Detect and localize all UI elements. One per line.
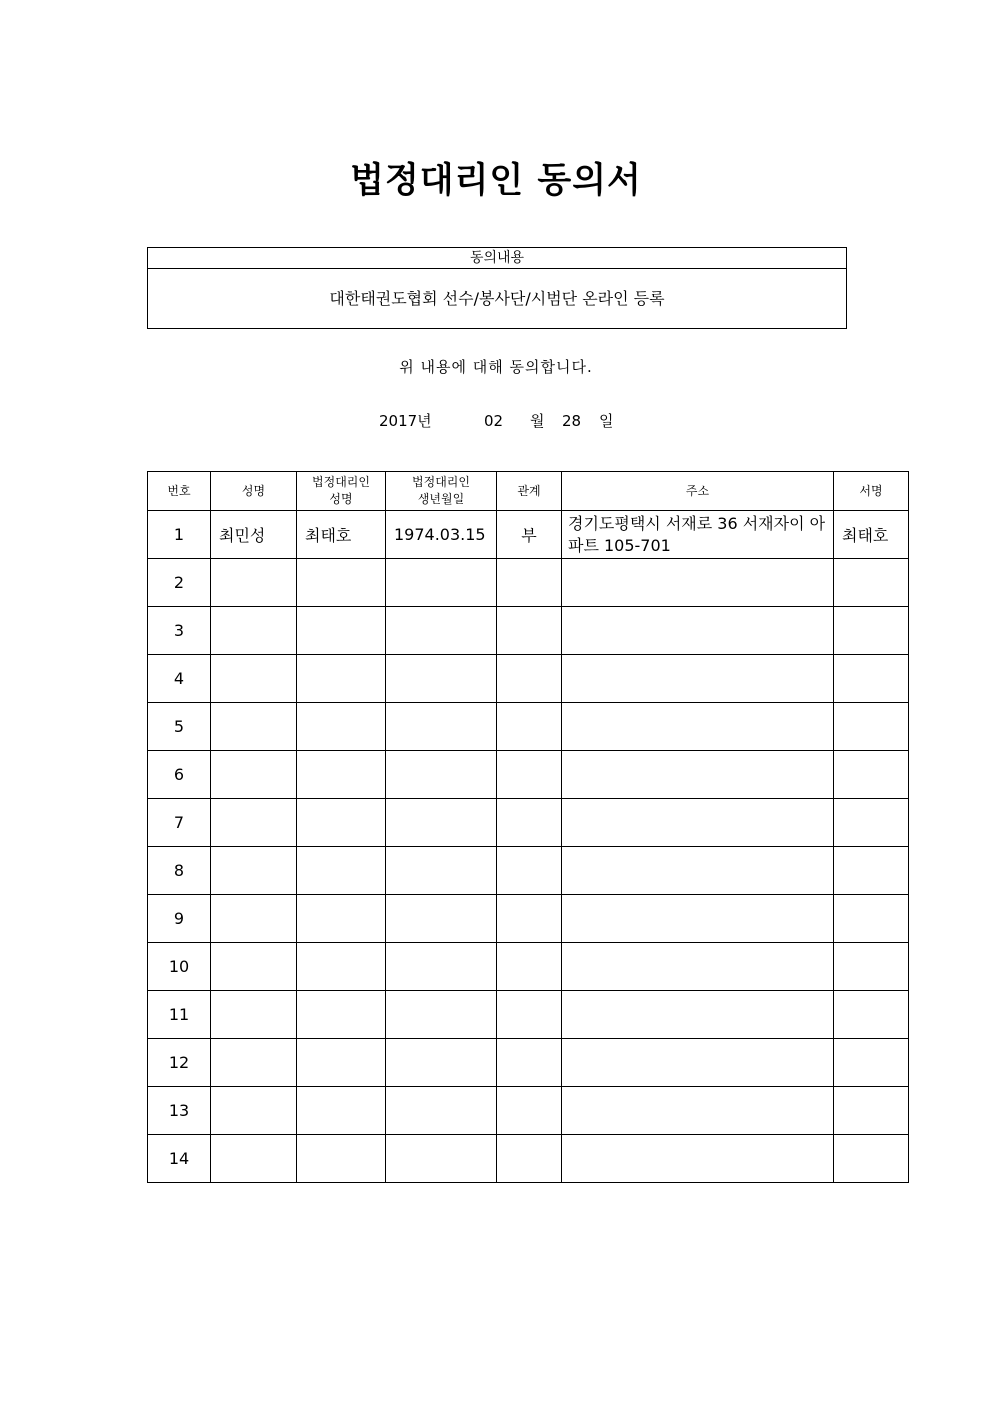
cell-no: 14 <box>148 1135 211 1183</box>
header-guardian-birth-line1: 법정대리인 <box>412 475 470 489</box>
table-row <box>148 847 909 895</box>
cell-relation <box>497 847 562 895</box>
cell-no: 6 <box>148 751 211 799</box>
date-day: 28 <box>562 412 582 430</box>
cell-guardian-name: 최태호 <box>297 511 386 559</box>
cell-relation <box>497 1039 562 1087</box>
cell-guardian-name <box>297 847 386 895</box>
cell-relation <box>497 607 562 655</box>
consent-content: 대한태권도협회 선수/봉사단/시범단 온라인 등록 <box>329 289 665 308</box>
cell-no: 5 <box>148 703 211 751</box>
table-row <box>148 607 909 655</box>
cell-address <box>562 703 834 751</box>
cell-signature <box>834 1039 909 1087</box>
cell-address: 경기도평택시 서재로 36 서재자이 아파트 105-701 <box>562 511 834 559</box>
cell-guardian-name <box>297 1087 386 1135</box>
cell-guardian-birth: 1974.03.15 <box>386 511 497 559</box>
header-guardian-name-line1: 법정대리인 <box>312 475 370 489</box>
header-address: 주소 <box>562 472 834 511</box>
cell-no: 11 <box>148 991 211 1039</box>
cell-guardian-name <box>297 607 386 655</box>
cell-signature <box>834 1087 909 1135</box>
cell-address <box>562 895 834 943</box>
cell-signature <box>834 847 909 895</box>
cell-guardian-name <box>297 1039 386 1087</box>
cell-relation <box>497 943 562 991</box>
cell-address <box>562 559 834 607</box>
cell-address <box>562 607 834 655</box>
cell-signature <box>834 703 909 751</box>
table-row <box>148 799 909 847</box>
cell-no: 1 <box>148 511 211 559</box>
table-row <box>148 703 909 751</box>
cell-guardian-name <box>297 703 386 751</box>
cell-guardian-birth <box>386 607 497 655</box>
cell-guardian-name <box>297 1135 386 1183</box>
guardian-table <box>147 471 909 1183</box>
cell-relation <box>497 559 562 607</box>
table-row <box>148 943 909 991</box>
date-month-unit: 월 <box>530 412 545 430</box>
consent-box <box>147 247 847 329</box>
cell-no: 9 <box>148 895 211 943</box>
cell-signature <box>834 655 909 703</box>
cell-address <box>562 799 834 847</box>
header-relation: 관계 <box>497 472 562 511</box>
header-guardian-birth <box>386 472 497 511</box>
cell-signature <box>834 943 909 991</box>
cell-no: 10 <box>148 943 211 991</box>
cell-guardian-birth <box>386 1087 497 1135</box>
date-month: 02 <box>484 412 504 430</box>
table-row <box>148 751 909 799</box>
cell-guardian-name <box>297 559 386 607</box>
cell-guardian-birth <box>386 847 497 895</box>
cell-name <box>211 703 297 751</box>
cell-address <box>562 943 834 991</box>
table-header-row <box>148 472 909 511</box>
consent-header: 동의내용 <box>148 248 846 269</box>
cell-no: 4 <box>148 655 211 703</box>
cell-name <box>211 799 297 847</box>
cell-name <box>211 943 297 991</box>
cell-name <box>211 559 297 607</box>
cell-guardian-birth <box>386 751 497 799</box>
header-guardian-name-line2: 성명 <box>329 492 353 506</box>
date-day-unit: 일 <box>599 412 614 430</box>
cell-name <box>211 1039 297 1087</box>
cell-address <box>562 1087 834 1135</box>
cell-guardian-name <box>297 943 386 991</box>
cell-address <box>562 991 834 1039</box>
cell-relation: 부 <box>497 511 562 559</box>
cell-guardian-name <box>297 751 386 799</box>
cell-signature <box>834 1135 909 1183</box>
cell-signature <box>834 559 909 607</box>
cell-guardian-birth <box>386 895 497 943</box>
page-title: 법정대리인 동의서 <box>350 161 642 201</box>
cell-relation <box>497 1135 562 1183</box>
cell-name: 최민성 <box>211 511 297 559</box>
cell-guardian-birth <box>386 655 497 703</box>
cell-name <box>211 1087 297 1135</box>
cell-relation <box>497 991 562 1039</box>
table-row <box>148 1039 909 1087</box>
cell-address <box>562 655 834 703</box>
header-name: 성명 <box>211 472 297 511</box>
agree-statement: 위 내용에 대해 동의합니다. <box>399 358 593 376</box>
cell-name <box>211 895 297 943</box>
cell-no: 12 <box>148 1039 211 1087</box>
cell-name <box>211 607 297 655</box>
cell-name <box>211 991 297 1039</box>
cell-name <box>211 751 297 799</box>
cell-address <box>562 751 834 799</box>
cell-guardian-birth <box>386 799 497 847</box>
cell-guardian-name <box>297 895 386 943</box>
cell-name <box>211 655 297 703</box>
header-signature: 서명 <box>834 472 909 511</box>
date-year: 2017년 <box>379 412 432 430</box>
table-row <box>148 655 909 703</box>
cell-signature <box>834 991 909 1039</box>
table-row <box>148 895 909 943</box>
table-row <box>148 991 909 1039</box>
cell-relation <box>497 895 562 943</box>
table-row <box>148 1135 909 1183</box>
cell-signature <box>834 895 909 943</box>
cell-no: 3 <box>148 607 211 655</box>
cell-no: 13 <box>148 1087 211 1135</box>
cell-relation <box>497 799 562 847</box>
cell-relation <box>497 751 562 799</box>
cell-relation <box>497 703 562 751</box>
cell-guardian-birth <box>386 991 497 1039</box>
cell-address <box>562 1039 834 1087</box>
cell-no: 2 <box>148 559 211 607</box>
cell-signature: 최태호 <box>834 511 909 559</box>
cell-no: 7 <box>148 799 211 847</box>
cell-address <box>562 847 834 895</box>
cell-guardian-birth <box>386 1039 497 1087</box>
table-row <box>148 511 909 559</box>
cell-guardian-birth <box>386 1135 497 1183</box>
cell-guardian-birth <box>386 703 497 751</box>
cell-guardian-name <box>297 799 386 847</box>
header-guardian-birth-line2: 생년월일 <box>417 492 465 506</box>
cell-guardian-name <box>297 991 386 1039</box>
cell-relation <box>497 1087 562 1135</box>
table-row <box>148 559 909 607</box>
cell-guardian-birth <box>386 559 497 607</box>
cell-signature <box>834 607 909 655</box>
cell-guardian-name <box>297 655 386 703</box>
header-no: 번호 <box>148 472 211 511</box>
table-row <box>148 1087 909 1135</box>
cell-no: 8 <box>148 847 211 895</box>
cell-address <box>562 1135 834 1183</box>
header-guardian-name <box>297 472 386 511</box>
cell-name <box>211 1135 297 1183</box>
cell-guardian-birth <box>386 943 497 991</box>
cell-signature <box>834 751 909 799</box>
cell-relation <box>497 655 562 703</box>
cell-name <box>211 847 297 895</box>
cell-signature <box>834 799 909 847</box>
